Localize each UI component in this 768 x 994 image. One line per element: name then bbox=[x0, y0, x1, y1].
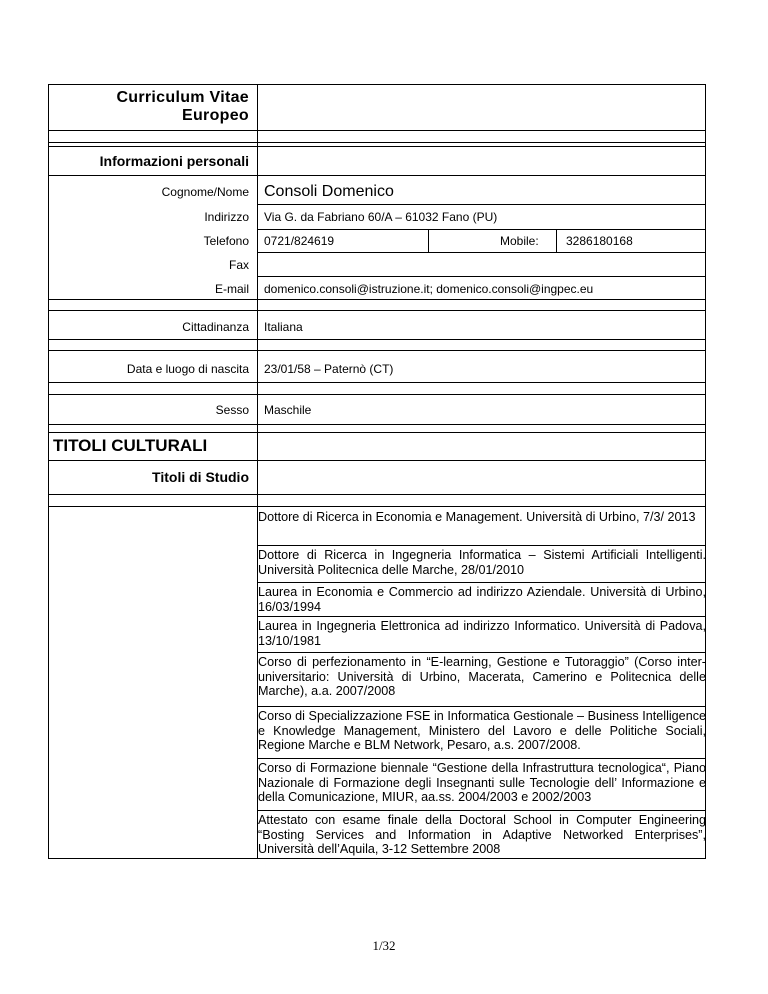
row-line bbox=[48, 382, 706, 383]
titoli-culturali-heading: TITOLI CULTURALI bbox=[53, 436, 208, 455]
row-line bbox=[257, 276, 706, 277]
email-label: E-mail bbox=[214, 282, 249, 296]
cv-title-line1: Curriculum Vitae bbox=[116, 89, 249, 106]
phone-value: 0721/824619 bbox=[264, 234, 335, 248]
phone-cell-divider bbox=[428, 230, 429, 252]
education-entry: Dottore di Ricerca in Ingegneria Informatica – Sistemi Artificiali Intelligenti. Università Politecnica delle Marche, 28/01/2010 bbox=[258, 548, 706, 577]
table-border-bottom bbox=[48, 858, 706, 859]
table-border-left bbox=[48, 84, 49, 859]
row-line bbox=[48, 310, 706, 311]
page-number: 1/32 bbox=[372, 938, 396, 953]
education-entry: Laurea in Economia e Commercio ad indirizzo Aziendale. Università di Urbino, 16/03/1994 bbox=[258, 585, 706, 614]
name-label: Cognome/Nome bbox=[161, 185, 249, 199]
mobile-label: Mobile: bbox=[500, 234, 539, 248]
mobile-cell-divider bbox=[556, 230, 557, 252]
sex-value: Maschile bbox=[264, 403, 312, 417]
row-line bbox=[257, 252, 706, 253]
education-entry: Attestato con esame finale della Doctoral School in Computer Engineering “Bosting Services and Information in Adaptive Networked Enterprises”, Università dell’Aquila, 3-12 Settembre 2008 bbox=[258, 813, 706, 856]
table-border-top bbox=[48, 84, 706, 85]
titoli-di-studio-heading: Titoli di Studio bbox=[152, 469, 249, 485]
row-line bbox=[48, 432, 706, 433]
fax-label: Fax bbox=[228, 258, 249, 272]
personal-info-heading: Informazioni personali bbox=[99, 153, 249, 169]
education-entry: Corso di perfezionamento in “E-learning, Gestione e Tutoraggio” (Corso inter-universitario: Università di Urbino, Macerata, Camerino e Politecnica delle Marche), a.a. 2007/2008 bbox=[258, 655, 706, 698]
citizenship-value: Italiana bbox=[264, 320, 303, 334]
birth-label: Data e luogo di nascita bbox=[126, 362, 249, 376]
mobile-value: 3286180168 bbox=[566, 234, 633, 248]
cv-title-line2: Europeo bbox=[182, 107, 249, 124]
row-line bbox=[48, 460, 706, 461]
row-line bbox=[48, 142, 706, 143]
education-entry: Corso di Formazione biennale “Gestione della Infrastruttura tecnologica“, Piano Nazionale di Formazione degli Insegnanti sulle Tecnologie dell’ Informazione e della Comunicazione, MIUR, aa.ss. 2004/2003 e 2002/2003 bbox=[258, 761, 706, 804]
row-line bbox=[48, 299, 706, 300]
row-line bbox=[48, 146, 706, 147]
row-line bbox=[48, 424, 706, 425]
phone-label: Telefono bbox=[203, 234, 249, 248]
row-line bbox=[48, 130, 706, 131]
row-line bbox=[48, 350, 706, 351]
row-line bbox=[48, 339, 706, 340]
row-line bbox=[48, 394, 706, 395]
birth-value: 23/01/58 – Paternò (CT) bbox=[264, 362, 394, 376]
email-value: domenico.consoli@istruzione.it; domenico.consoli@ingpec.eu bbox=[264, 282, 594, 296]
education-entry: Dottore di Ricerca in Economia e Management. Università di Urbino, 7/3/ 2013 bbox=[258, 510, 696, 524]
row-line bbox=[48, 494, 706, 495]
citizenship-label: Cittadinanza bbox=[182, 320, 249, 334]
address-label: Indirizzo bbox=[204, 210, 249, 224]
name-value: Consoli Domenico bbox=[264, 183, 394, 200]
education-entry: Laurea in Ingegneria Elettronica ad indirizzo Informatico. Università di Padova, 13/10/1981 bbox=[258, 619, 706, 648]
row-line bbox=[48, 175, 706, 176]
row-line bbox=[257, 229, 706, 230]
sex-label: Sesso bbox=[215, 403, 249, 417]
address-value: Via G. da Fabriano 60/A – 61032 Fano (PU) bbox=[264, 210, 498, 224]
education-entry: Corso di Specializzazione FSE in Informatica Gestionale – Business Intelligence e Knowledge Management, Ministero del Lavoro e delle Politiche Sociali, Regione Marche e BLM Network, Pesaro, a.s. 2007/2008. bbox=[258, 709, 706, 752]
row-line bbox=[257, 204, 706, 205]
